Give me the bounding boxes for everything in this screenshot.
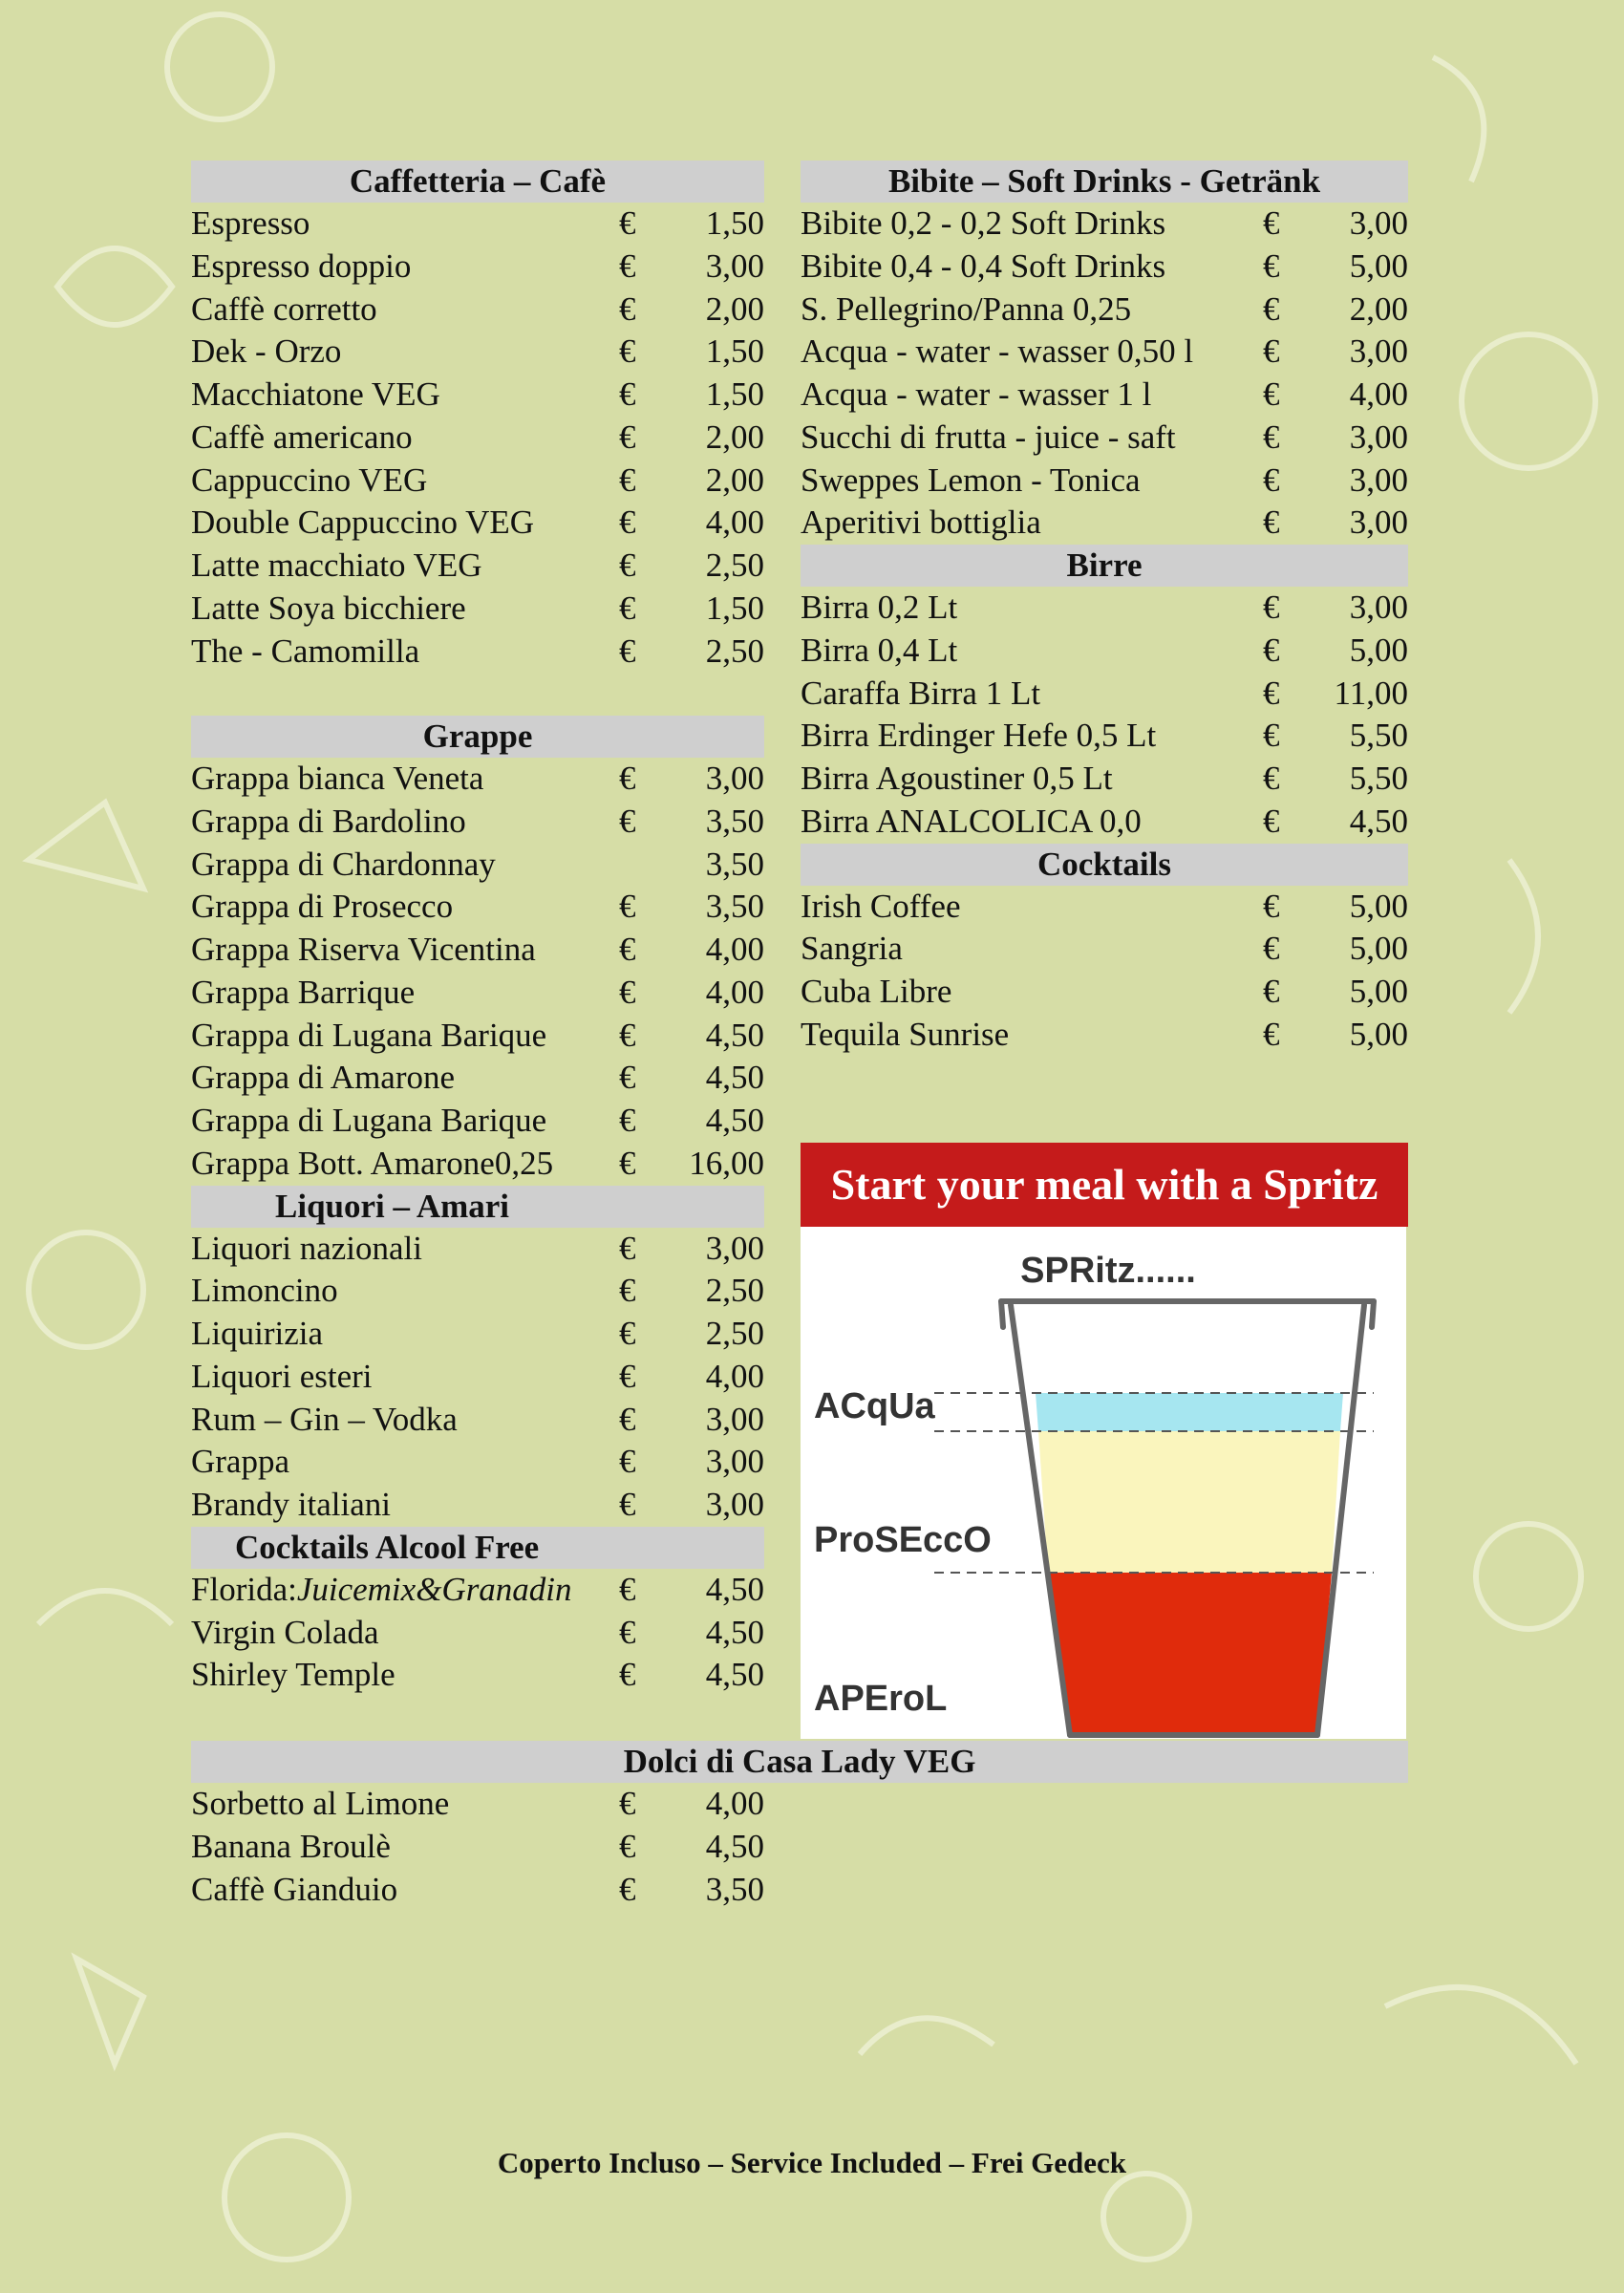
item-name: Liquirizia: [191, 1315, 324, 1352]
currency-symbol: €: [1263, 631, 1280, 669]
item-name: Grappa di Chardonnay: [191, 845, 496, 883]
menu-item: [191, 289, 764, 332]
item-price: 2,50: [705, 1272, 764, 1310]
menu-item: [191, 545, 764, 588]
menu-item: [191, 1441, 764, 1484]
item-name: Liquori esteri: [191, 1357, 373, 1395]
menu-item: [801, 587, 1408, 630]
menu-item: [191, 246, 764, 289]
item-price: 4,00: [705, 1357, 764, 1395]
menu-item: [191, 1313, 764, 1356]
menu-item: [801, 715, 1408, 758]
menu-item: [191, 1228, 764, 1271]
item-name: Grappa di Prosecco: [191, 888, 454, 926]
item-price: 3,00: [1349, 332, 1408, 371]
menu-item: [801, 203, 1408, 246]
list-birre: [801, 587, 1408, 844]
currency-symbol: €: [619, 589, 636, 627]
menu-item: [191, 929, 764, 972]
item-price: 4,50: [1349, 802, 1408, 840]
item-name: Birra Erdinger Hefe 0,5 Lt: [801, 717, 1157, 755]
menu-item: [801, 460, 1408, 503]
item-name: Espresso: [191, 204, 310, 242]
item-name: Limoncino: [191, 1272, 338, 1310]
item-name: Caffè Gianduio: [191, 1870, 398, 1908]
menu-item: [191, 460, 764, 503]
item-price: 3,50: [705, 888, 764, 926]
menu-item: [191, 1143, 764, 1186]
menu-item: [801, 289, 1408, 332]
currency-symbol: €: [619, 931, 636, 968]
label-aperol: APEroL: [814, 1679, 948, 1719]
item-name: Shirley Temple: [191, 1656, 395, 1694]
item-price: 5,00: [1349, 887, 1408, 925]
item-price: 1,50: [705, 332, 764, 371]
item-price: 5,00: [1349, 1015, 1408, 1053]
currency-symbol: €: [619, 632, 636, 670]
section-title-bibite: Bibite – Soft Drinks - Getränk: [801, 161, 1408, 203]
currency-symbol: €: [619, 760, 636, 797]
currency-symbol: €: [619, 546, 636, 584]
currency-symbol: €: [1263, 802, 1280, 840]
item-price: 4,50: [705, 1656, 764, 1694]
item-price: 1,50: [705, 375, 764, 413]
list-grappe: [191, 758, 764, 1186]
aperol-layer: [1048, 1573, 1332, 1733]
item-price: 3,00: [1349, 204, 1408, 242]
item-name: Birra 0,4 Lt: [801, 631, 958, 669]
item-name: Birra Agoustiner 0,5 Lt: [801, 760, 1113, 797]
footer-note: Coperto Incluso – Service Included – Frei Gedeck: [497, 2146, 1127, 2179]
spritz-illustration: [801, 1227, 1406, 1739]
item-price: 5,00: [1349, 973, 1408, 1010]
menu-item: [801, 1014, 1408, 1057]
item-price: 2,50: [705, 546, 764, 584]
section-title-cocktails: Cocktails: [801, 844, 1408, 886]
item-name: Tequila Sunrise: [801, 1015, 1010, 1053]
item-price: 4,50: [705, 1059, 764, 1097]
list-liquori: [191, 1228, 764, 1527]
item-price: 4,00: [705, 973, 764, 1011]
menu-item: [191, 203, 764, 246]
section-title-cocktails-alcool-free: Cocktails Alcool Free: [191, 1527, 764, 1569]
item-name: Dek - Orzo: [191, 332, 342, 371]
currency-symbol: €: [619, 1315, 636, 1352]
menu-item: [801, 886, 1408, 929]
item-price: 4,00: [1349, 375, 1408, 413]
item-price: 4,50: [705, 1016, 764, 1054]
menu-item: [801, 971, 1408, 1014]
currency-symbol: €: [1263, 289, 1280, 328]
item-name: Rum – Gin – Vodka: [191, 1400, 458, 1438]
currency-symbol: €: [619, 1016, 636, 1054]
item-price: 2,00: [1349, 289, 1408, 328]
item-name: Liquori nazionali: [191, 1229, 423, 1267]
menu-item: [191, 886, 764, 929]
menu-item: [801, 417, 1408, 460]
currency-symbol: €: [619, 1102, 636, 1139]
item-name: Acqua - water - wasser 1 l: [801, 375, 1152, 413]
item-price: 3,00: [705, 1486, 764, 1523]
currency-symbol: €: [1263, 418, 1280, 456]
item-name: Florida:Juicemix&Granadin: [191, 1570, 572, 1608]
label-prosecco: ProSEccO: [814, 1520, 992, 1560]
menu-item: [191, 1612, 764, 1655]
menu-item: [191, 1100, 764, 1143]
currency-symbol: €: [619, 1443, 636, 1481]
menu-item: [801, 630, 1408, 673]
item-name: Birra 0,2 Lt: [801, 589, 958, 626]
item-name: Cuba Libre: [801, 973, 952, 1010]
item-price: 2,00: [705, 461, 764, 499]
item-name: Macchiatone VEG: [191, 375, 440, 413]
item-name: Acqua - water - wasser 0,50 l: [801, 332, 1194, 371]
label-acqua: ACqUa: [814, 1386, 935, 1426]
item-name: Virgin Colada: [191, 1613, 379, 1651]
item-name: Caraffa Birra 1 Lt: [801, 674, 1041, 712]
menu-item: [191, 1783, 764, 1826]
spritz-title: SPRitz......: [1020, 1251, 1196, 1291]
currency-symbol: €: [619, 1400, 636, 1438]
section-title-dolci: Dolci di Casa Lady VEG: [191, 1741, 1408, 1783]
item-price: 3,00: [1349, 504, 1408, 542]
item-price: 2,00: [705, 289, 764, 328]
item-price: 3,50: [705, 845, 764, 883]
currency-symbol: €: [619, 1229, 636, 1267]
item-name: Grappa bianca Veneta: [191, 760, 484, 797]
menu-item: [191, 1869, 764, 1912]
currency-symbol: €: [1263, 246, 1280, 285]
item-name: Grappa Riserva Vicentina: [191, 931, 536, 968]
item-price: 5,00: [1349, 631, 1408, 669]
item-price: 3,00: [705, 1229, 764, 1267]
spritz-glass-diagram: [801, 1227, 1406, 1739]
item-price: 4,50: [705, 1827, 764, 1865]
item-name: Sweppes Lemon - Tonica: [801, 461, 1141, 499]
list-bibite: [801, 203, 1408, 545]
menu-item: [801, 758, 1408, 801]
currency-symbol: €: [1263, 930, 1280, 968]
item-name: Grappa Bott. Amarone0,25: [191, 1144, 554, 1182]
item-name: Grappa: [191, 1443, 290, 1481]
list-cocktails-alcool-free: [191, 1569, 764, 1697]
left-column: [191, 161, 764, 1697]
item-name: Latte macchiato VEG: [191, 546, 482, 584]
item-price: 2,00: [705, 418, 764, 456]
item-name: Caffè corretto: [191, 289, 377, 328]
item-name: Grappa Barrique: [191, 973, 416, 1011]
currency-symbol: €: [619, 1613, 636, 1651]
menu-item: [191, 801, 764, 844]
menu-item: [191, 758, 764, 801]
section-title-birre: Birre: [801, 545, 1408, 587]
menu-item: [191, 1270, 764, 1313]
item-name: Sorbetto al Limone: [191, 1785, 450, 1822]
acqua-layer: [1036, 1393, 1343, 1431]
menu-item: [801, 374, 1408, 417]
right-column: [801, 161, 1408, 1057]
currency-symbol: €: [619, 1357, 636, 1395]
currency-symbol: €: [619, 332, 636, 371]
menu-item: [801, 246, 1408, 289]
item-price: 5,00: [1349, 246, 1408, 285]
currency-symbol: €: [619, 888, 636, 926]
spritz-banner: Start your meal with a Spritz: [801, 1143, 1408, 1227]
item-name: Sangria: [801, 930, 903, 968]
item-price: 2,50: [705, 632, 764, 670]
item-price: 3,00: [1349, 461, 1408, 499]
item-name: Succhi di frutta - juice - saft: [801, 418, 1176, 456]
item-price: 3,00: [1349, 589, 1408, 626]
currency-symbol: €: [1263, 461, 1280, 499]
item-name: Grappa di Bardolino: [191, 802, 466, 840]
currency-symbol: €: [619, 1059, 636, 1097]
item-price: 3,50: [705, 1870, 764, 1908]
item-price: 3,50: [705, 802, 764, 840]
menu-item: [191, 588, 764, 631]
currency-symbol: €: [619, 1570, 636, 1608]
menu-item: [191, 502, 764, 545]
currency-symbol: €: [619, 1785, 636, 1822]
item-name: Aperitivi bottiglia: [801, 504, 1041, 542]
item-name: Grappa di Lugana Barique: [191, 1102, 547, 1139]
section-title-grappe: Grappe: [191, 716, 764, 758]
item-name: Double Cappuccino VEG: [191, 504, 535, 542]
item-price: 5,00: [1349, 930, 1408, 968]
currency-symbol: €: [619, 289, 636, 328]
menu-item: [191, 1569, 764, 1612]
item-name: Grappa di Lugana Barique: [191, 1016, 547, 1054]
item-name: Banana Broulè: [191, 1827, 391, 1865]
item-price: 4,00: [705, 1785, 764, 1822]
menu-item: [191, 844, 764, 887]
currency-symbol: €: [619, 973, 636, 1011]
item-name: S. Pellegrino/Panna 0,25: [801, 289, 1132, 328]
item-name: Latte Soya bicchiere: [191, 589, 466, 627]
menu-item: [801, 801, 1408, 844]
item-price: 5,50: [1349, 717, 1408, 755]
currency-symbol: €: [1263, 717, 1280, 755]
currency-symbol: €: [1263, 887, 1280, 925]
list-cocktails: [801, 886, 1408, 1057]
currency-symbol: €: [619, 246, 636, 285]
section-title-liquori: Liquori – Amari: [191, 1186, 764, 1228]
currency-symbol: €: [619, 375, 636, 413]
currency-symbol: €: [619, 504, 636, 542]
item-price: 3,00: [1349, 418, 1408, 456]
item-price: 2,50: [705, 1315, 764, 1352]
currency-symbol: €: [1263, 1015, 1280, 1053]
item-name: Grappa di Amarone: [191, 1059, 456, 1097]
currency-symbol: €: [619, 1272, 636, 1310]
currency-symbol: €: [1263, 674, 1280, 712]
item-name: The - Camomilla: [191, 632, 420, 670]
menu-item: [191, 374, 764, 417]
currency-symbol: €: [1263, 204, 1280, 242]
menu-item: [801, 331, 1408, 374]
item-price: 4,50: [705, 1570, 764, 1608]
item-price: 5,50: [1349, 760, 1408, 797]
item-name: Caffè americano: [191, 418, 413, 456]
currency-symbol: €: [619, 418, 636, 456]
item-price: 3,00: [705, 1443, 764, 1481]
menu-item: [191, 1826, 764, 1869]
item-name: Brandy italiani: [191, 1486, 391, 1523]
menu-item: [191, 1057, 764, 1100]
menu-item: [191, 1356, 764, 1399]
currency-symbol: €: [619, 802, 636, 840]
currency-symbol: €: [1263, 504, 1280, 542]
menu-item: [191, 1654, 764, 1697]
item-name: Espresso doppio: [191, 246, 412, 285]
item-price: 4,00: [705, 504, 764, 542]
currency-symbol: €: [1263, 589, 1280, 626]
menu-item: [191, 417, 764, 460]
item-name: Bibite 0,4 - 0,4 Soft Drinks: [801, 246, 1166, 285]
currency-symbol: €: [619, 1656, 636, 1694]
item-name: Birra ANALCOLICA 0,0: [801, 802, 1142, 840]
currency-symbol: €: [1263, 332, 1280, 371]
list-caffetteria: [191, 203, 764, 673]
item-price: 11,00: [1334, 674, 1408, 712]
menu-item: [801, 502, 1408, 545]
list-dolci: [191, 1783, 764, 1911]
menu-item: [801, 928, 1408, 971]
section-title-caffetteria: Caffetteria – Cafè: [191, 161, 764, 203]
currency-symbol: €: [619, 1486, 636, 1523]
item-price: 3,00: [705, 760, 764, 797]
currency-symbol: €: [619, 1144, 636, 1182]
item-price: 4,50: [705, 1613, 764, 1651]
item-price: 1,50: [705, 589, 764, 627]
currency-symbol: €: [619, 461, 636, 499]
currency-symbol: €: [619, 204, 636, 242]
item-price: 4,50: [705, 1102, 764, 1139]
menu-item: [191, 1015, 764, 1058]
item-price: 1,50: [705, 204, 764, 242]
menu-item: [191, 1399, 764, 1442]
menu-item: [191, 331, 764, 374]
currency-symbol: €: [1263, 375, 1280, 413]
menu-item: [801, 673, 1408, 716]
item-name: Bibite 0,2 - 0,2 Soft Drinks: [801, 204, 1166, 242]
item-price: 3,00: [705, 246, 764, 285]
currency-symbol: €: [1263, 973, 1280, 1010]
item-name-italic: Juicemix&Granadin: [296, 1570, 572, 1608]
item-name: Cappuccino VEG: [191, 461, 428, 499]
currency-symbol: €: [1263, 760, 1280, 797]
item-price: 3,00: [705, 1400, 764, 1438]
item-price: 4,00: [705, 931, 764, 968]
prosecco-layer: [1038, 1431, 1340, 1573]
currency-symbol: €: [619, 1827, 636, 1865]
menu-item: [191, 972, 764, 1015]
currency-symbol: €: [619, 1870, 636, 1908]
menu-item: [191, 1484, 764, 1527]
item-price: 16,00: [689, 1144, 764, 1182]
item-name: Irish Coffee: [801, 887, 961, 925]
spacer: [191, 673, 764, 716]
menu-item: [191, 631, 764, 674]
